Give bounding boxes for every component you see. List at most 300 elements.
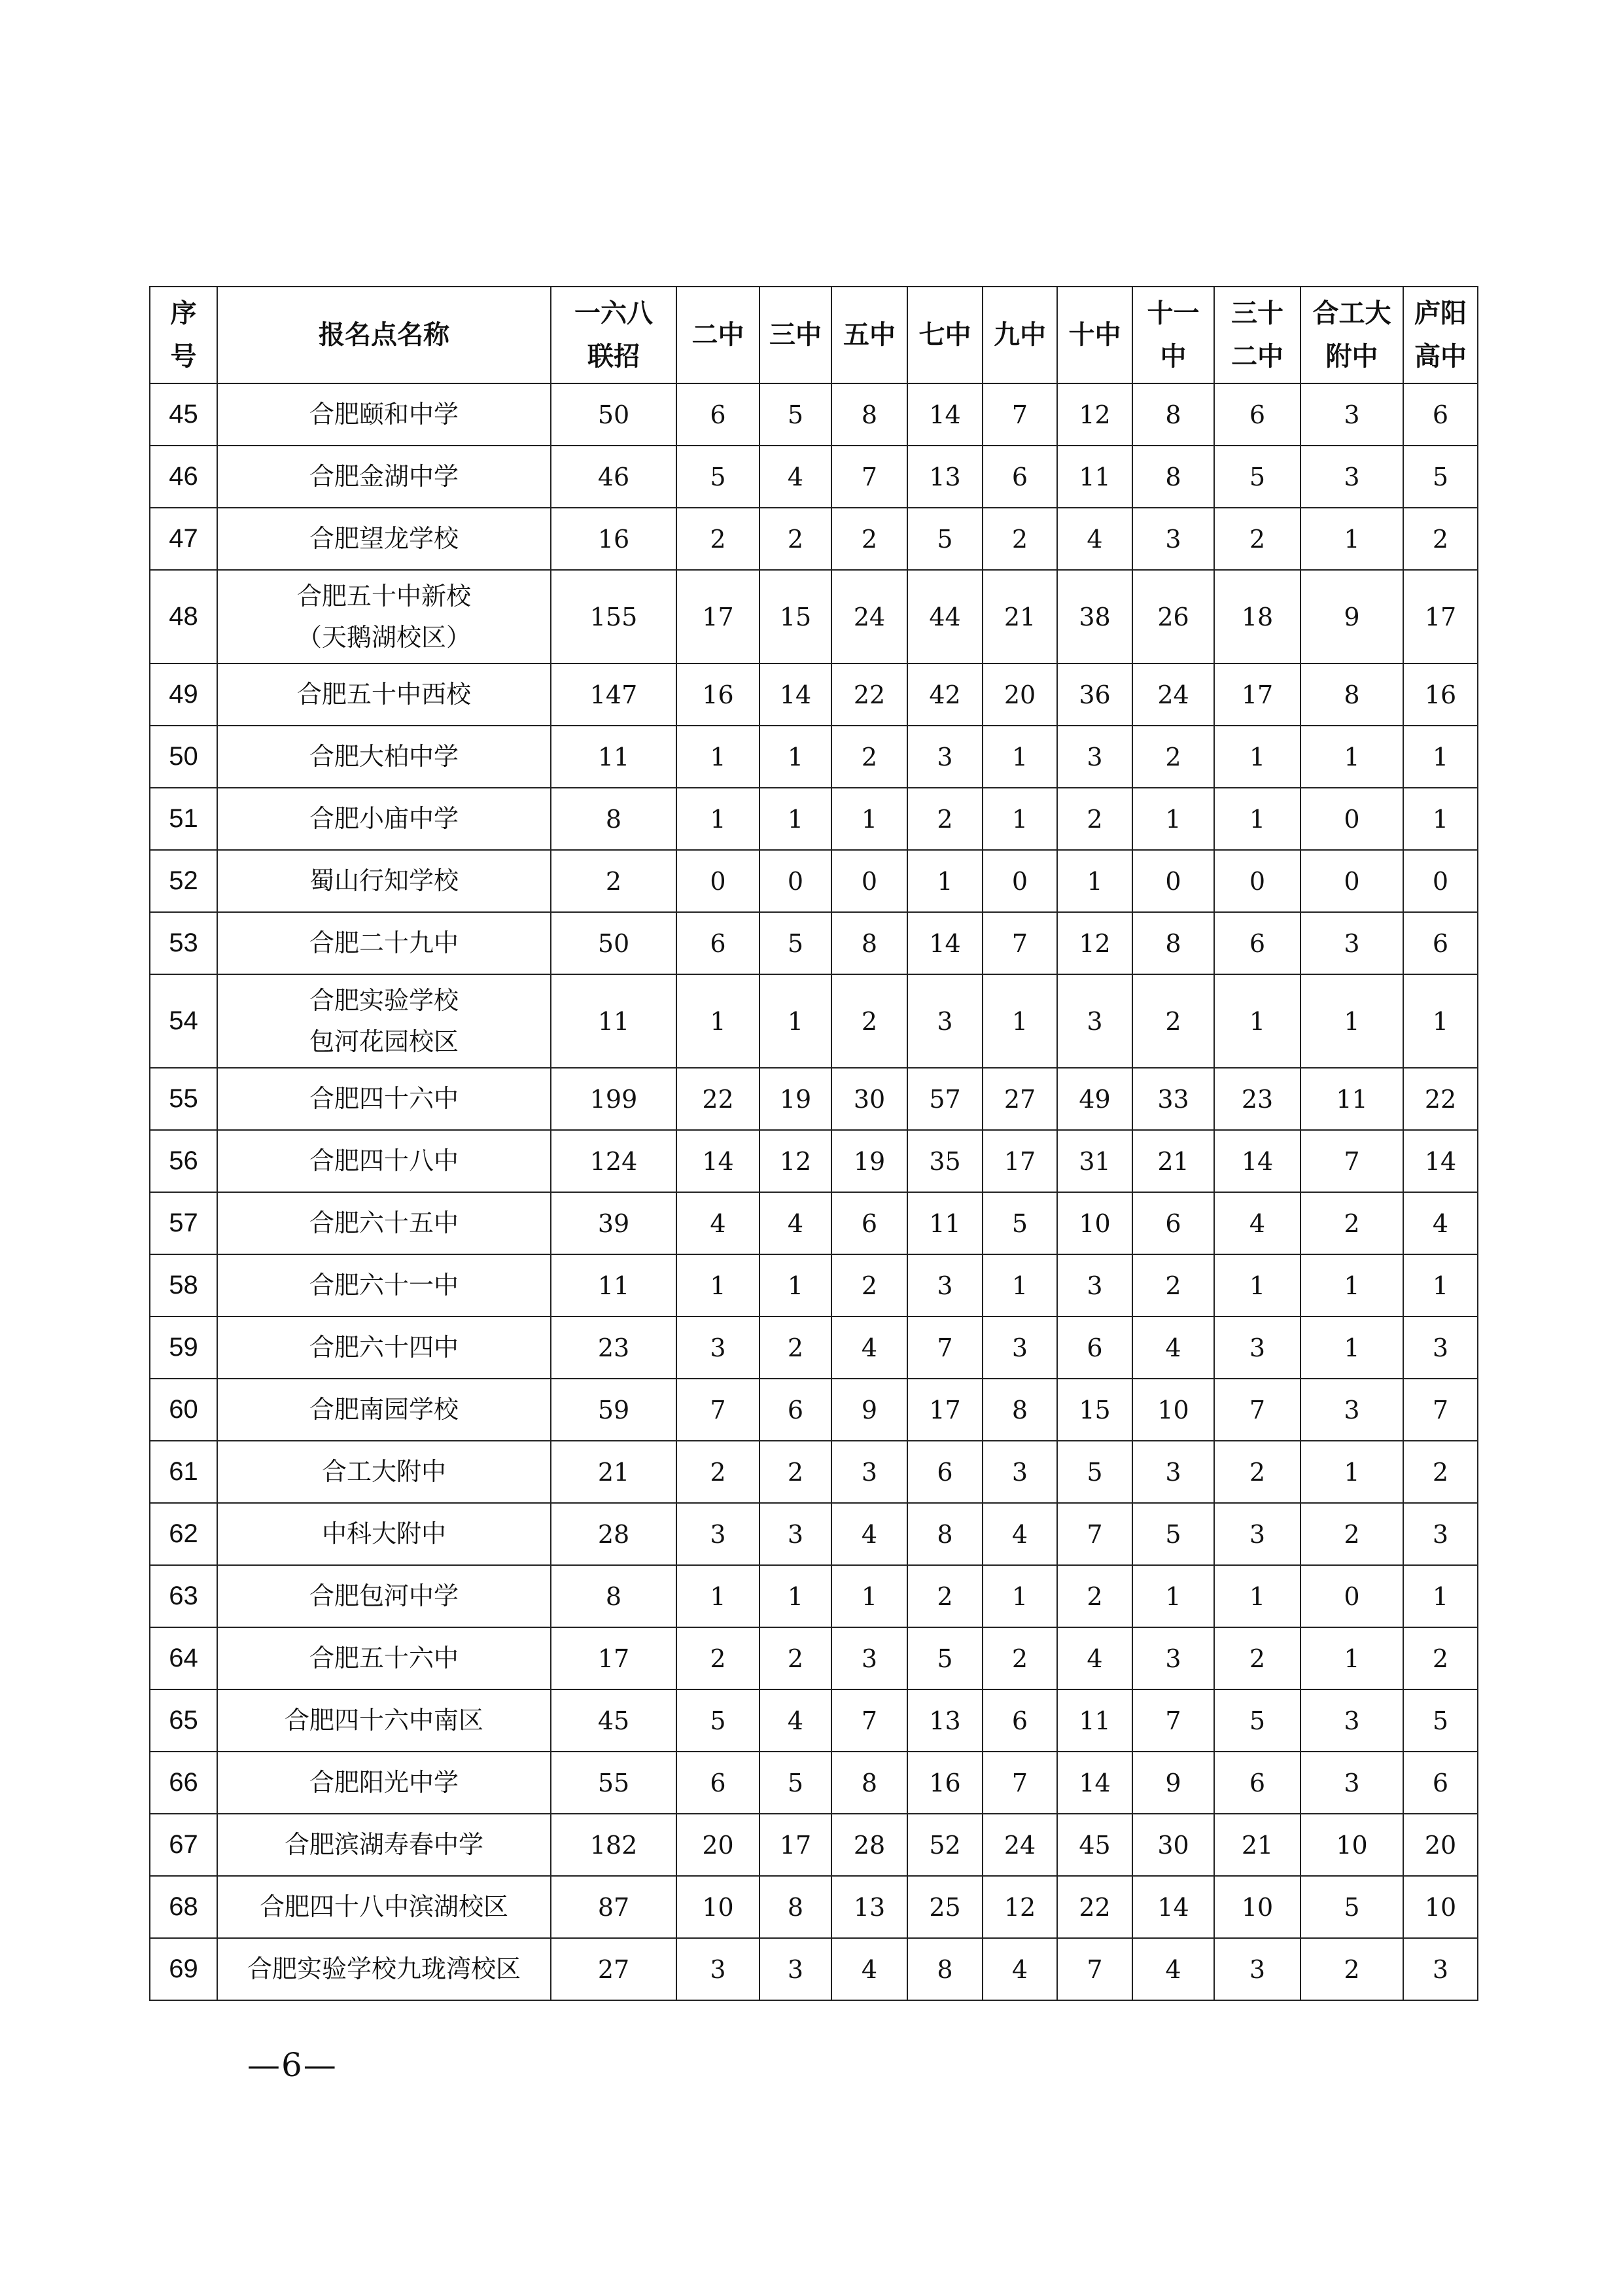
- row-quota-cell: 182: [551, 1814, 676, 1876]
- row-quota-cell: 1: [983, 1565, 1057, 1627]
- row-quota-cell: 12: [983, 1876, 1057, 1938]
- row-quota-cell: 3: [831, 1627, 907, 1689]
- row-quota-cell: 3: [1300, 1379, 1403, 1441]
- row-quota-cell: 5: [676, 1689, 759, 1752]
- row-quota-cell: 6: [1214, 1752, 1300, 1814]
- row-quota-cell: 1: [1300, 1627, 1403, 1689]
- row-quota-cell: 2: [759, 1316, 831, 1379]
- row-quota-cell: 49: [1057, 1068, 1132, 1130]
- row-site-name-cell: 合肥四十八中滨湖校区: [217, 1876, 551, 1938]
- row-quota-cell: 2: [759, 1627, 831, 1689]
- row-seq-cell: 59: [150, 1316, 217, 1379]
- row-quota-cell: 3: [1300, 912, 1403, 974]
- row-quota-cell: 1: [983, 788, 1057, 850]
- row-quota-cell: 4: [1403, 1192, 1478, 1254]
- header-cell-school-7: 七中: [907, 287, 983, 383]
- row-quota-cell: 6: [1214, 912, 1300, 974]
- row-quota-cell: 11: [1057, 446, 1132, 508]
- row-quota-cell: 3: [1132, 1627, 1214, 1689]
- row-quota-cell: 6: [676, 1752, 759, 1814]
- row-quota-cell: 1: [759, 974, 831, 1068]
- header-cell-seq: 序 号: [150, 287, 217, 383]
- row-quota-cell: 4: [1057, 508, 1132, 570]
- row-quota-cell: 6: [676, 912, 759, 974]
- row-quota-cell: 12: [1057, 383, 1132, 446]
- row-quota-cell: 27: [551, 1938, 676, 2000]
- row-quota-cell: 24: [831, 570, 907, 663]
- row-site-name-cell: 合肥滨湖寿春中学: [217, 1814, 551, 1876]
- row-site-name-cell: 合肥颐和中学: [217, 383, 551, 446]
- row-quota-cell: 5: [1214, 446, 1300, 508]
- row-quota-cell: 20: [676, 1814, 759, 1876]
- table-row: [150, 726, 1478, 788]
- row-quota-cell: 7: [1132, 1689, 1214, 1752]
- row-quota-cell: 14: [759, 663, 831, 726]
- row-quota-cell: 4: [831, 1938, 907, 2000]
- row-quota-cell: 2: [1214, 508, 1300, 570]
- row-quota-cell: 1: [1214, 788, 1300, 850]
- row-quota-cell: 50: [551, 383, 676, 446]
- row-quota-cell: 7: [1300, 1130, 1403, 1192]
- row-quota-cell: 2: [1132, 726, 1214, 788]
- row-quota-cell: 27: [983, 1068, 1057, 1130]
- table-header: [150, 287, 1478, 383]
- row-seq-cell: 57: [150, 1192, 217, 1254]
- row-quota-cell: 5: [1132, 1503, 1214, 1565]
- row-quota-cell: 19: [831, 1130, 907, 1192]
- row-quota-cell: 1: [676, 1254, 759, 1316]
- row-quota-cell: 1: [1403, 974, 1478, 1068]
- row-quota-cell: 8: [831, 912, 907, 974]
- row-quota-cell: 17: [1403, 570, 1478, 663]
- table-row: [150, 570, 1478, 663]
- row-quota-cell: 2: [983, 508, 1057, 570]
- row-quota-cell: 13: [907, 446, 983, 508]
- row-quota-cell: 1: [1403, 1565, 1478, 1627]
- row-quota-cell: 6: [907, 1441, 983, 1503]
- row-quota-cell: 6: [831, 1192, 907, 1254]
- row-quota-cell: 14: [1403, 1130, 1478, 1192]
- row-quota-cell: 3: [983, 1316, 1057, 1379]
- row-quota-cell: 2: [907, 1565, 983, 1627]
- row-quota-cell: 2: [831, 508, 907, 570]
- row-quota-cell: 4: [1214, 1192, 1300, 1254]
- row-quota-cell: 25: [907, 1876, 983, 1938]
- row-quota-cell: 55: [551, 1752, 676, 1814]
- row-quota-cell: 6: [759, 1379, 831, 1441]
- row-quota-cell: 2: [1300, 1938, 1403, 2000]
- row-quota-cell: 2: [831, 1254, 907, 1316]
- row-quota-cell: 15: [1057, 1379, 1132, 1441]
- row-quota-cell: 4: [1132, 1938, 1214, 2000]
- row-quota-cell: 1: [907, 850, 983, 912]
- row-quota-cell: 3: [1057, 974, 1132, 1068]
- row-quota-cell: 5: [1403, 1689, 1478, 1752]
- row-quota-cell: 2: [1300, 1503, 1403, 1565]
- row-quota-cell: 18: [1214, 570, 1300, 663]
- row-seq-cell: 66: [150, 1752, 217, 1814]
- row-quota-cell: 3: [1057, 1254, 1132, 1316]
- row-quota-cell: 8: [831, 1752, 907, 1814]
- row-quota-cell: 2: [1403, 1441, 1478, 1503]
- row-quota-cell: 28: [831, 1814, 907, 1876]
- header-cell-hfut-affiliated: 合工大 附中: [1300, 287, 1403, 383]
- row-quota-cell: 2: [676, 508, 759, 570]
- row-quota-cell: 1: [759, 788, 831, 850]
- row-site-name-cell: 合肥包河中学: [217, 1565, 551, 1627]
- row-site-name-cell: 合肥五十中新校 （天鹅湖校区）: [217, 570, 551, 663]
- row-quota-cell: 11: [1057, 1689, 1132, 1752]
- table-row: [150, 1689, 1478, 1752]
- row-quota-cell: 3: [1214, 1316, 1300, 1379]
- row-quota-cell: 6: [1403, 1752, 1478, 1814]
- row-quota-cell: 3: [907, 1254, 983, 1316]
- row-quota-cell: 7: [831, 446, 907, 508]
- row-seq-cell: 55: [150, 1068, 217, 1130]
- row-quota-cell: 1: [1403, 1254, 1478, 1316]
- row-quota-cell: 8: [907, 1938, 983, 2000]
- row-quota-cell: 10: [676, 1876, 759, 1938]
- row-quota-cell: 5: [759, 912, 831, 974]
- row-quota-cell: 22: [1057, 1876, 1132, 1938]
- row-quota-cell: 1: [676, 1565, 759, 1627]
- row-quota-cell: 17: [551, 1627, 676, 1689]
- row-quota-cell: 5: [907, 1627, 983, 1689]
- row-quota-cell: 10: [1132, 1379, 1214, 1441]
- row-quota-cell: 6: [1403, 912, 1478, 974]
- row-quota-cell: 1: [1300, 508, 1403, 570]
- row-quota-cell: 0: [983, 850, 1057, 912]
- row-quota-cell: 22: [676, 1068, 759, 1130]
- row-quota-cell: 10: [1057, 1192, 1132, 1254]
- row-quota-cell: 39: [551, 1192, 676, 1254]
- row-site-name-cell: 合肥大柏中学: [217, 726, 551, 788]
- row-quota-cell: 3: [759, 1503, 831, 1565]
- header-cell-school-3: 三中: [759, 287, 831, 383]
- row-quota-cell: 16: [676, 663, 759, 726]
- row-seq-cell: 60: [150, 1379, 217, 1441]
- row-quota-cell: 15: [759, 570, 831, 663]
- row-quota-cell: 33: [1132, 1068, 1214, 1130]
- row-quota-cell: 11: [1300, 1068, 1403, 1130]
- table-row: [150, 1130, 1478, 1192]
- row-seq-cell: 62: [150, 1503, 217, 1565]
- row-quota-cell: 17: [676, 570, 759, 663]
- row-quota-cell: 8: [1300, 663, 1403, 726]
- row-quota-cell: 2: [551, 850, 676, 912]
- row-quota-cell: 2: [1403, 508, 1478, 570]
- row-seq-cell: 54: [150, 974, 217, 1068]
- table-row: [150, 663, 1478, 726]
- row-quota-cell: 14: [1132, 1876, 1214, 1938]
- row-quota-cell: 11: [551, 974, 676, 1068]
- row-quota-cell: 50: [551, 912, 676, 974]
- row-quota-cell: 3: [1132, 1441, 1214, 1503]
- table-row: [150, 446, 1478, 508]
- row-quota-cell: 7: [983, 912, 1057, 974]
- row-site-name-cell: 合肥六十四中: [217, 1316, 551, 1379]
- table-row: [150, 788, 1478, 850]
- row-quota-cell: 22: [831, 663, 907, 726]
- row-site-name-cell: 合肥四十六中: [217, 1068, 551, 1130]
- header-cell-school-2: 二中: [676, 287, 759, 383]
- row-quota-cell: 11: [907, 1192, 983, 1254]
- row-quota-cell: 5: [759, 383, 831, 446]
- row-quota-cell: 3: [676, 1316, 759, 1379]
- row-seq-cell: 48: [150, 570, 217, 663]
- row-quota-cell: 0: [1403, 850, 1478, 912]
- row-seq-cell: 46: [150, 446, 217, 508]
- row-quota-cell: 1: [676, 788, 759, 850]
- row-quota-cell: 6: [983, 1689, 1057, 1752]
- row-quota-cell: 3: [1057, 726, 1132, 788]
- row-quota-cell: 1: [1403, 788, 1478, 850]
- row-quota-cell: 1: [1300, 1254, 1403, 1316]
- row-quota-cell: 35: [907, 1130, 983, 1192]
- row-site-name-cell: 合肥南园学校: [217, 1379, 551, 1441]
- row-quota-cell: 147: [551, 663, 676, 726]
- row-quota-cell: 16: [551, 508, 676, 570]
- row-quota-cell: 3: [1214, 1503, 1300, 1565]
- row-quota-cell: 20: [1403, 1814, 1478, 1876]
- row-quota-cell: 1: [1300, 974, 1403, 1068]
- row-quota-cell: 6: [1403, 383, 1478, 446]
- table-row: [150, 508, 1478, 570]
- row-quota-cell: 59: [551, 1379, 676, 1441]
- table-row: [150, 912, 1478, 974]
- row-quota-cell: 4: [759, 1192, 831, 1254]
- table-row: [150, 1627, 1478, 1689]
- row-quota-cell: 9: [831, 1379, 907, 1441]
- table-row: [150, 1503, 1478, 1565]
- row-site-name-cell: 合肥四十六中南区: [217, 1689, 551, 1752]
- row-quota-cell: 1: [1214, 1254, 1300, 1316]
- row-quota-cell: 1: [983, 1254, 1057, 1316]
- page-number: —6—: [247, 2046, 338, 2084]
- row-quota-cell: 2: [1300, 1192, 1403, 1254]
- row-quota-cell: 3: [1300, 1689, 1403, 1752]
- row-quota-cell: 0: [1132, 850, 1214, 912]
- row-seq-cell: 50: [150, 726, 217, 788]
- row-quota-cell: 8: [759, 1876, 831, 1938]
- row-quota-cell: 10: [1403, 1876, 1478, 1938]
- row-quota-cell: 30: [1132, 1814, 1214, 1876]
- row-quota-cell: 2: [676, 1627, 759, 1689]
- row-quota-cell: 0: [1300, 850, 1403, 912]
- row-quota-cell: 1: [983, 726, 1057, 788]
- row-seq-cell: 69: [150, 1938, 217, 2000]
- table-row: [150, 1876, 1478, 1938]
- row-quota-cell: 21: [983, 570, 1057, 663]
- row-quota-cell: 3: [1300, 383, 1403, 446]
- row-quota-cell: 1: [1057, 850, 1132, 912]
- row-quota-cell: 2: [831, 726, 907, 788]
- row-site-name-cell: 合肥五十中西校: [217, 663, 551, 726]
- row-quota-cell: 4: [983, 1503, 1057, 1565]
- row-quota-cell: 11: [551, 726, 676, 788]
- row-site-name-cell: 合肥实验学校 包河花园校区: [217, 974, 551, 1068]
- row-quota-cell: 21: [551, 1441, 676, 1503]
- row-quota-cell: 3: [1403, 1316, 1478, 1379]
- row-quota-cell: 9: [1132, 1752, 1214, 1814]
- row-quota-cell: 8: [551, 788, 676, 850]
- row-quota-cell: 4: [831, 1503, 907, 1565]
- row-quota-cell: 1: [1214, 974, 1300, 1068]
- row-quota-cell: 3: [759, 1938, 831, 2000]
- row-quota-cell: 2: [1132, 1254, 1214, 1316]
- row-quota-cell: 0: [1300, 1565, 1403, 1627]
- row-quota-cell: 14: [676, 1130, 759, 1192]
- row-quota-cell: 2: [983, 1627, 1057, 1689]
- row-quota-cell: 5: [759, 1752, 831, 1814]
- row-site-name-cell: 合肥六十五中: [217, 1192, 551, 1254]
- row-quota-cell: 2: [759, 1441, 831, 1503]
- row-quota-cell: 5: [1214, 1689, 1300, 1752]
- table-row: [150, 974, 1478, 1068]
- row-quota-cell: 30: [831, 1068, 907, 1130]
- header-cell-168-joint: 一六八 联招: [551, 287, 676, 383]
- row-quota-cell: 8: [1132, 912, 1214, 974]
- row-quota-cell: 155: [551, 570, 676, 663]
- row-quota-cell: 0: [1300, 788, 1403, 850]
- row-quota-cell: 5: [1403, 446, 1478, 508]
- row-quota-cell: 1: [1300, 1441, 1403, 1503]
- row-site-name-cell: 中科大附中: [217, 1503, 551, 1565]
- row-quota-cell: 8: [831, 383, 907, 446]
- row-quota-cell: 17: [983, 1130, 1057, 1192]
- row-quota-cell: 2: [1214, 1441, 1300, 1503]
- table-row: [150, 1938, 1478, 2000]
- row-quota-cell: 7: [831, 1689, 907, 1752]
- row-site-name-cell: 合肥望龙学校: [217, 508, 551, 570]
- table-row: [150, 383, 1478, 446]
- row-quota-cell: 13: [907, 1689, 983, 1752]
- row-quota-cell: 10: [1300, 1814, 1403, 1876]
- row-quota-cell: 46: [551, 446, 676, 508]
- row-quota-cell: 1: [1214, 1565, 1300, 1627]
- table-body: [150, 383, 1478, 2000]
- row-quota-cell: 24: [1132, 663, 1214, 726]
- header-cell-site-name: 报名点名称: [217, 287, 551, 383]
- row-site-name-cell: 合肥五十六中: [217, 1627, 551, 1689]
- row-quota-cell: 14: [907, 912, 983, 974]
- header-cell-school-32: 三十 二中: [1214, 287, 1300, 383]
- row-quota-cell: 26: [1132, 570, 1214, 663]
- row-quota-cell: 3: [907, 726, 983, 788]
- row-quota-cell: 14: [1214, 1130, 1300, 1192]
- row-seq-cell: 47: [150, 508, 217, 570]
- row-quota-cell: 4: [676, 1192, 759, 1254]
- row-quota-cell: 7: [1057, 1503, 1132, 1565]
- row-quota-cell: 5: [676, 446, 759, 508]
- row-site-name-cell: 合肥实验学校九珑湾校区: [217, 1938, 551, 2000]
- row-quota-cell: 3: [1403, 1503, 1478, 1565]
- row-quota-cell: 1: [983, 974, 1057, 1068]
- row-seq-cell: 67: [150, 1814, 217, 1876]
- row-quota-cell: 2: [907, 788, 983, 850]
- row-quota-cell: 52: [907, 1814, 983, 1876]
- row-quota-cell: 12: [759, 1130, 831, 1192]
- row-quota-cell: 4: [759, 1689, 831, 1752]
- row-quota-cell: 5: [1057, 1441, 1132, 1503]
- row-quota-cell: 1: [759, 1254, 831, 1316]
- row-quota-cell: 3: [1132, 508, 1214, 570]
- row-quota-cell: 2: [1057, 788, 1132, 850]
- row-site-name-cell: 合肥六十一中: [217, 1254, 551, 1316]
- row-quota-cell: 8: [907, 1503, 983, 1565]
- header-cell-luyang-high: 庐阳 高中: [1403, 287, 1478, 383]
- row-quota-cell: 4: [983, 1938, 1057, 2000]
- row-quota-cell: 10: [1214, 1876, 1300, 1938]
- row-site-name-cell: 合工大附中: [217, 1441, 551, 1503]
- row-quota-cell: 2: [759, 508, 831, 570]
- row-seq-cell: 45: [150, 383, 217, 446]
- table-row: [150, 850, 1478, 912]
- row-seq-cell: 65: [150, 1689, 217, 1752]
- row-seq-cell: 52: [150, 850, 217, 912]
- row-quota-cell: 31: [1057, 1130, 1132, 1192]
- header-cell-school-9: 九中: [983, 287, 1057, 383]
- row-quota-cell: 45: [1057, 1814, 1132, 1876]
- row-quota-cell: 0: [759, 850, 831, 912]
- row-quota-cell: 17: [1214, 663, 1300, 726]
- row-quota-cell: 44: [907, 570, 983, 663]
- row-quota-cell: 0: [676, 850, 759, 912]
- row-quota-cell: 7: [1057, 1938, 1132, 2000]
- row-quota-cell: 4: [831, 1316, 907, 1379]
- row-quota-cell: 2: [1214, 1627, 1300, 1689]
- table-row: [150, 1379, 1478, 1441]
- row-quota-cell: 1: [831, 788, 907, 850]
- table-row: [150, 1068, 1478, 1130]
- row-quota-cell: 1: [1403, 726, 1478, 788]
- row-quota-cell: 2: [1403, 1627, 1478, 1689]
- row-seq-cell: 51: [150, 788, 217, 850]
- table-row: [150, 1316, 1478, 1379]
- header-cell-school-5: 五中: [831, 287, 907, 383]
- row-seq-cell: 53: [150, 912, 217, 974]
- row-quota-cell: 7: [907, 1316, 983, 1379]
- row-seq-cell: 68: [150, 1876, 217, 1938]
- row-quota-cell: 1: [1132, 788, 1214, 850]
- row-quota-cell: 21: [1214, 1814, 1300, 1876]
- row-quota-cell: 23: [1214, 1068, 1300, 1130]
- row-quota-cell: 8: [1132, 446, 1214, 508]
- row-quota-cell: 3: [1300, 446, 1403, 508]
- row-quota-cell: 3: [1403, 1938, 1478, 2000]
- row-quota-cell: 7: [1403, 1379, 1478, 1441]
- row-quota-cell: 45: [551, 1689, 676, 1752]
- row-quota-cell: 20: [983, 663, 1057, 726]
- row-quota-cell: 2: [831, 974, 907, 1068]
- row-quota-cell: 11: [551, 1254, 676, 1316]
- row-quota-cell: 8: [1132, 383, 1214, 446]
- row-quota-cell: 1: [759, 726, 831, 788]
- row-quota-cell: 3: [907, 974, 983, 1068]
- header-row: [150, 287, 1478, 383]
- row-site-name-cell: 合肥金湖中学: [217, 446, 551, 508]
- row-seq-cell: 61: [150, 1441, 217, 1503]
- row-site-name-cell: 蜀山行知学校: [217, 850, 551, 912]
- row-quota-cell: 3: [1300, 1752, 1403, 1814]
- row-quota-cell: 16: [1403, 663, 1478, 726]
- row-site-name-cell: 合肥四十八中: [217, 1130, 551, 1192]
- row-quota-cell: 4: [1057, 1627, 1132, 1689]
- row-quota-cell: 1: [831, 1565, 907, 1627]
- row-quota-cell: 1: [676, 974, 759, 1068]
- table-row: [150, 1254, 1478, 1316]
- row-quota-cell: 3: [1214, 1938, 1300, 2000]
